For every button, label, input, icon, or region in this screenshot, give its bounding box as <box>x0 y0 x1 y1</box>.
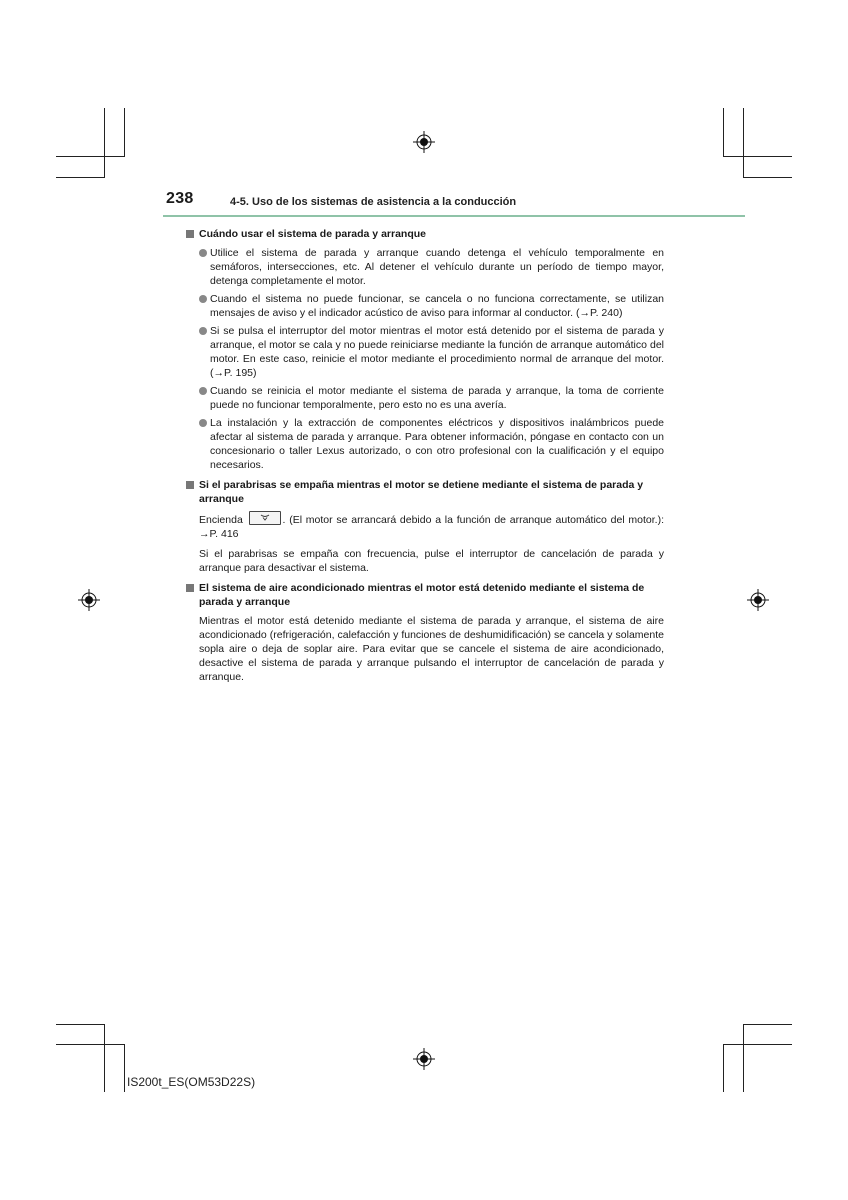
square-bullet-icon <box>186 584 194 592</box>
crop-mark <box>104 108 105 178</box>
round-bullet-icon <box>199 295 207 303</box>
bullet-list <box>199 246 664 472</box>
round-bullet-icon <box>199 249 207 257</box>
paragraph <box>199 511 664 541</box>
defroster-switch-icon <box>249 511 281 525</box>
round-bullet-icon <box>199 327 207 335</box>
list-item <box>199 292 664 320</box>
crop-mark <box>743 1024 792 1025</box>
list-item <box>199 246 664 288</box>
crop-mark <box>124 1044 125 1092</box>
crop-mark <box>56 1024 105 1025</box>
page-number: 238 <box>166 190 194 207</box>
crop-mark <box>56 1044 125 1045</box>
registration-mark-icon <box>747 589 769 611</box>
crop-mark <box>124 108 125 156</box>
crop-mark <box>723 1044 724 1092</box>
crop-mark <box>56 177 105 178</box>
crop-mark <box>56 156 125 157</box>
paragraph-text-end: . (El motor se arrancará debido a la función de arranque automático del motor.): →P. 416 <box>199 514 664 540</box>
section-heading <box>186 581 664 609</box>
chapter-heading: 4-5. Uso de los sistemas de asistencia a la conducción <box>230 196 517 208</box>
crop-mark <box>104 1024 105 1092</box>
section-heading-text: Cuándo usar el sistema de parada y arranque <box>199 228 427 240</box>
crop-mark <box>743 1024 744 1092</box>
paragraph: Mientras el motor está detenido mediante el sistema de parada y arranque, el sistema de aire acondicionado (refrigeración, calefacción y funciones de deshumidificación) se cancela y solamente sopla aire o deja de soplar aire. Para evitar que se cancele el sistema de aire acondicionado, desactive el sistema de parada y arranque pulsando el interruptor de cancelación de parada y arranque. <box>199 615 664 683</box>
list-item-text: Cuando el sistema no puede funcionar, se cancela o no funciona correctamente, se utilizan mensajes de aviso y el indicador acústico de aviso para informar al conductor. (→P. 240) <box>210 293 664 319</box>
document-code: IS200t_ES(OM53D22S) <box>127 1075 256 1089</box>
square-bullet-icon <box>186 230 194 238</box>
list-item <box>199 384 664 412</box>
round-bullet-icon <box>199 387 207 395</box>
section-air-conditioning <box>186 581 664 684</box>
list-item <box>199 416 664 472</box>
crop-mark <box>723 1044 792 1045</box>
list-item-text: La instalación y la extracción de componentes eléctricos y dispositivos inalámbricos puede afectar al sistema de parada y arranque. Para obtener información, póngase en contacto con un concesionario o taller Lexus autorizado, o con otro profesional con la cualificación y el equipo necesarios. <box>210 417 664 471</box>
crop-mark <box>743 108 744 178</box>
section-heading <box>186 227 664 241</box>
section-windshield-fog <box>186 478 664 575</box>
section-heading-text: El sistema de aire acondicionado mientras el motor está detenido mediante el sistema de parada y arranque <box>199 582 645 608</box>
crop-mark <box>723 156 792 157</box>
registration-mark-icon <box>78 589 100 611</box>
section-heading <box>186 478 664 506</box>
crop-mark <box>743 177 792 178</box>
section-heading-text: Si el parabrisas se empaña mientras el motor se detiene mediante el sistema de parada y arranque <box>199 479 644 505</box>
list-item-text: Utilice el sistema de parada y arranque cuando detenga el vehículo temporalmente en semáforos, intersecciones, etc. Al detener el vehículo durante un período de tiempo mayor, detenga completamente el motor. <box>210 247 664 287</box>
page-content <box>186 227 664 690</box>
section-when-to-use <box>186 227 664 472</box>
square-bullet-icon <box>186 481 194 489</box>
crop-mark <box>723 108 724 156</box>
header-rule <box>163 215 745 217</box>
paragraph-text-start: Encienda <box>199 514 243 526</box>
paragraph: Si el parabrisas se empaña con frecuencia, pulse el interruptor de cancelación de parada y arranque para desactivar el sistema. <box>199 548 664 574</box>
list-item <box>199 324 664 380</box>
registration-mark-icon <box>413 131 435 153</box>
registration-mark-icon <box>413 1048 435 1070</box>
list-item-text: Si se pulsa el interruptor del motor mientras el motor está detenido por el sistema de parada y arranque, el motor se cala y no puede reiniciarse mediante la función de arranque automático del motor. En este caso, reinicie el motor mediante el procedimiento normal de arranque del motor. (→P. 195) <box>210 325 664 379</box>
round-bullet-icon <box>199 419 207 427</box>
list-item-text: Cuando se reinicia el motor mediante el sistema de parada y arranque, la toma de corriente puede no funcionar temporalmente, pero esto no es una avería. <box>210 385 664 411</box>
